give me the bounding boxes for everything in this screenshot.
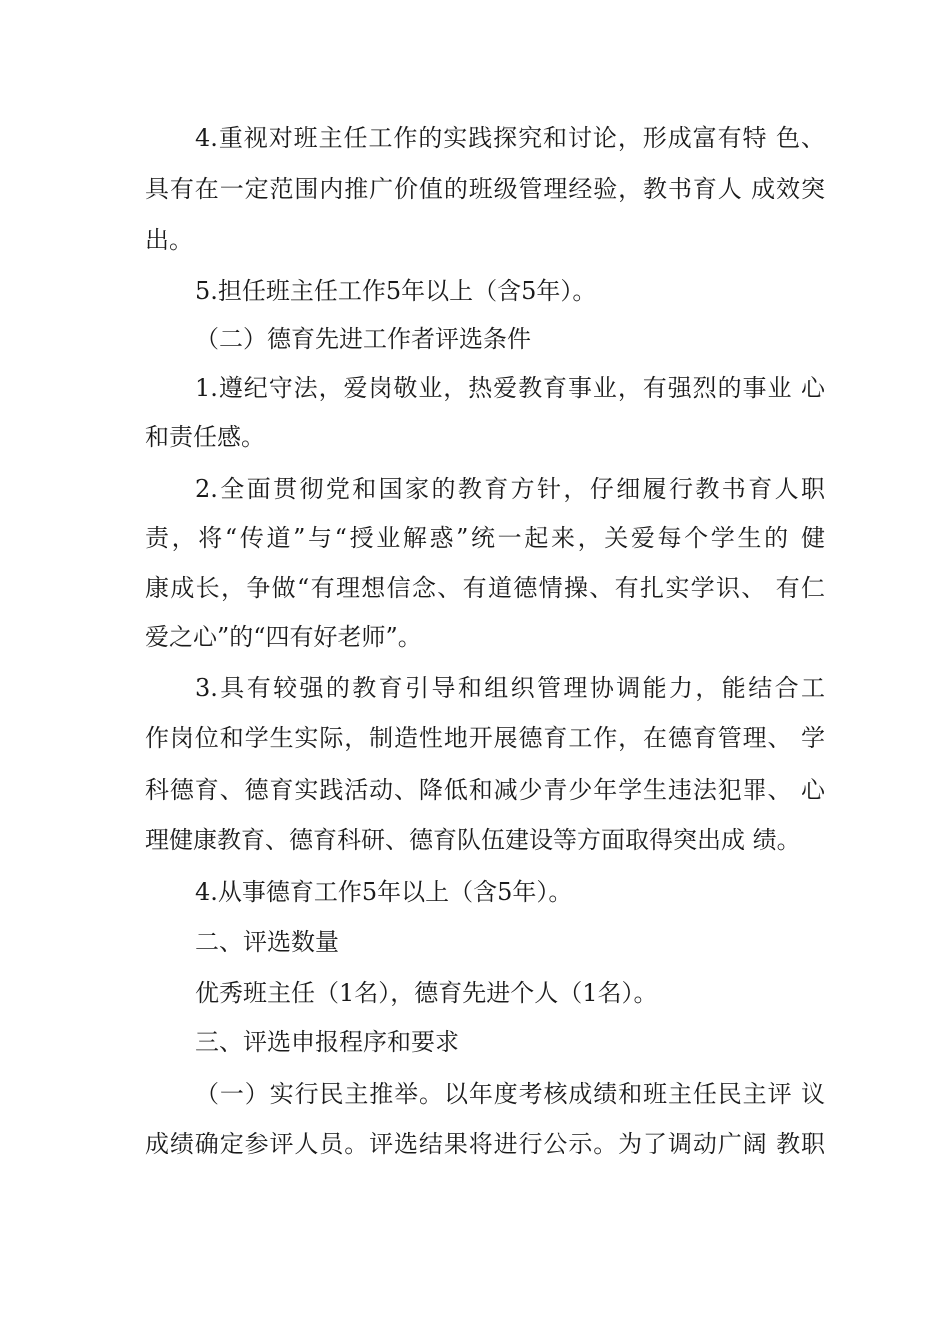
text-line: 2.全面贯彻党和国家的教育方针，仔细履行教书育人职: [195, 475, 825, 503]
text-line: 康成长，争做“有理想信念、有道德情操、有扎实学识、 有仁: [145, 574, 825, 602]
section-heading: 三、评选申报程序和要求: [195, 1028, 459, 1056]
section-heading: 二、评选数量: [195, 928, 339, 956]
text-line: 科德育、德育实践活动、降低和减少青少年学生违法犯罪、 心: [145, 776, 825, 804]
text-line: 责，将“传道”与“授业解惑”统一起来，关爱每个学生的 健: [145, 524, 825, 552]
text-line: 爱之心”的“四有好老师”。: [145, 623, 422, 651]
text-line: 成绩确定参评人员。评选结果将进行公示。为了调动广阔 教职: [145, 1130, 825, 1158]
text-line: 1.遵纪守法，爱岗敬业，热爱教育事业，有强烈的事业 心: [195, 374, 825, 402]
text-line: 作岗位和学生实际，制造性地开展德育工作，在德育管理、 学: [145, 724, 825, 752]
text-line: 具有在一定范围内推广价值的班级管理经验，教书育人 成效突: [145, 175, 825, 203]
text-line: 4.重视对班主任工作的实践探究和讨论，形成富有特 色、: [195, 124, 825, 152]
text-line: 优秀班主任（1名），德育先进个人（1名）。: [195, 979, 658, 1007]
text-line: （一）实行民主推举。以年度考核成绩和班主任民主评 议: [195, 1080, 825, 1108]
text-line: 5.担任班主任工作5年以上（含5年）。: [195, 277, 597, 305]
text-line: 理健康教育、德育科研、德育队伍建设等方面取得突出成 绩。: [145, 826, 801, 854]
text-line: 3.具有较强的教育引导和组织管理协调能力，能结合工: [195, 674, 825, 702]
text-line: 出。: [145, 226, 193, 254]
text-line: 和责任感。: [145, 423, 265, 451]
text-line: 4.从事德育工作5年以上（含5年）。: [195, 878, 573, 906]
section-heading: （二）德育先进工作者评选条件: [195, 325, 531, 353]
